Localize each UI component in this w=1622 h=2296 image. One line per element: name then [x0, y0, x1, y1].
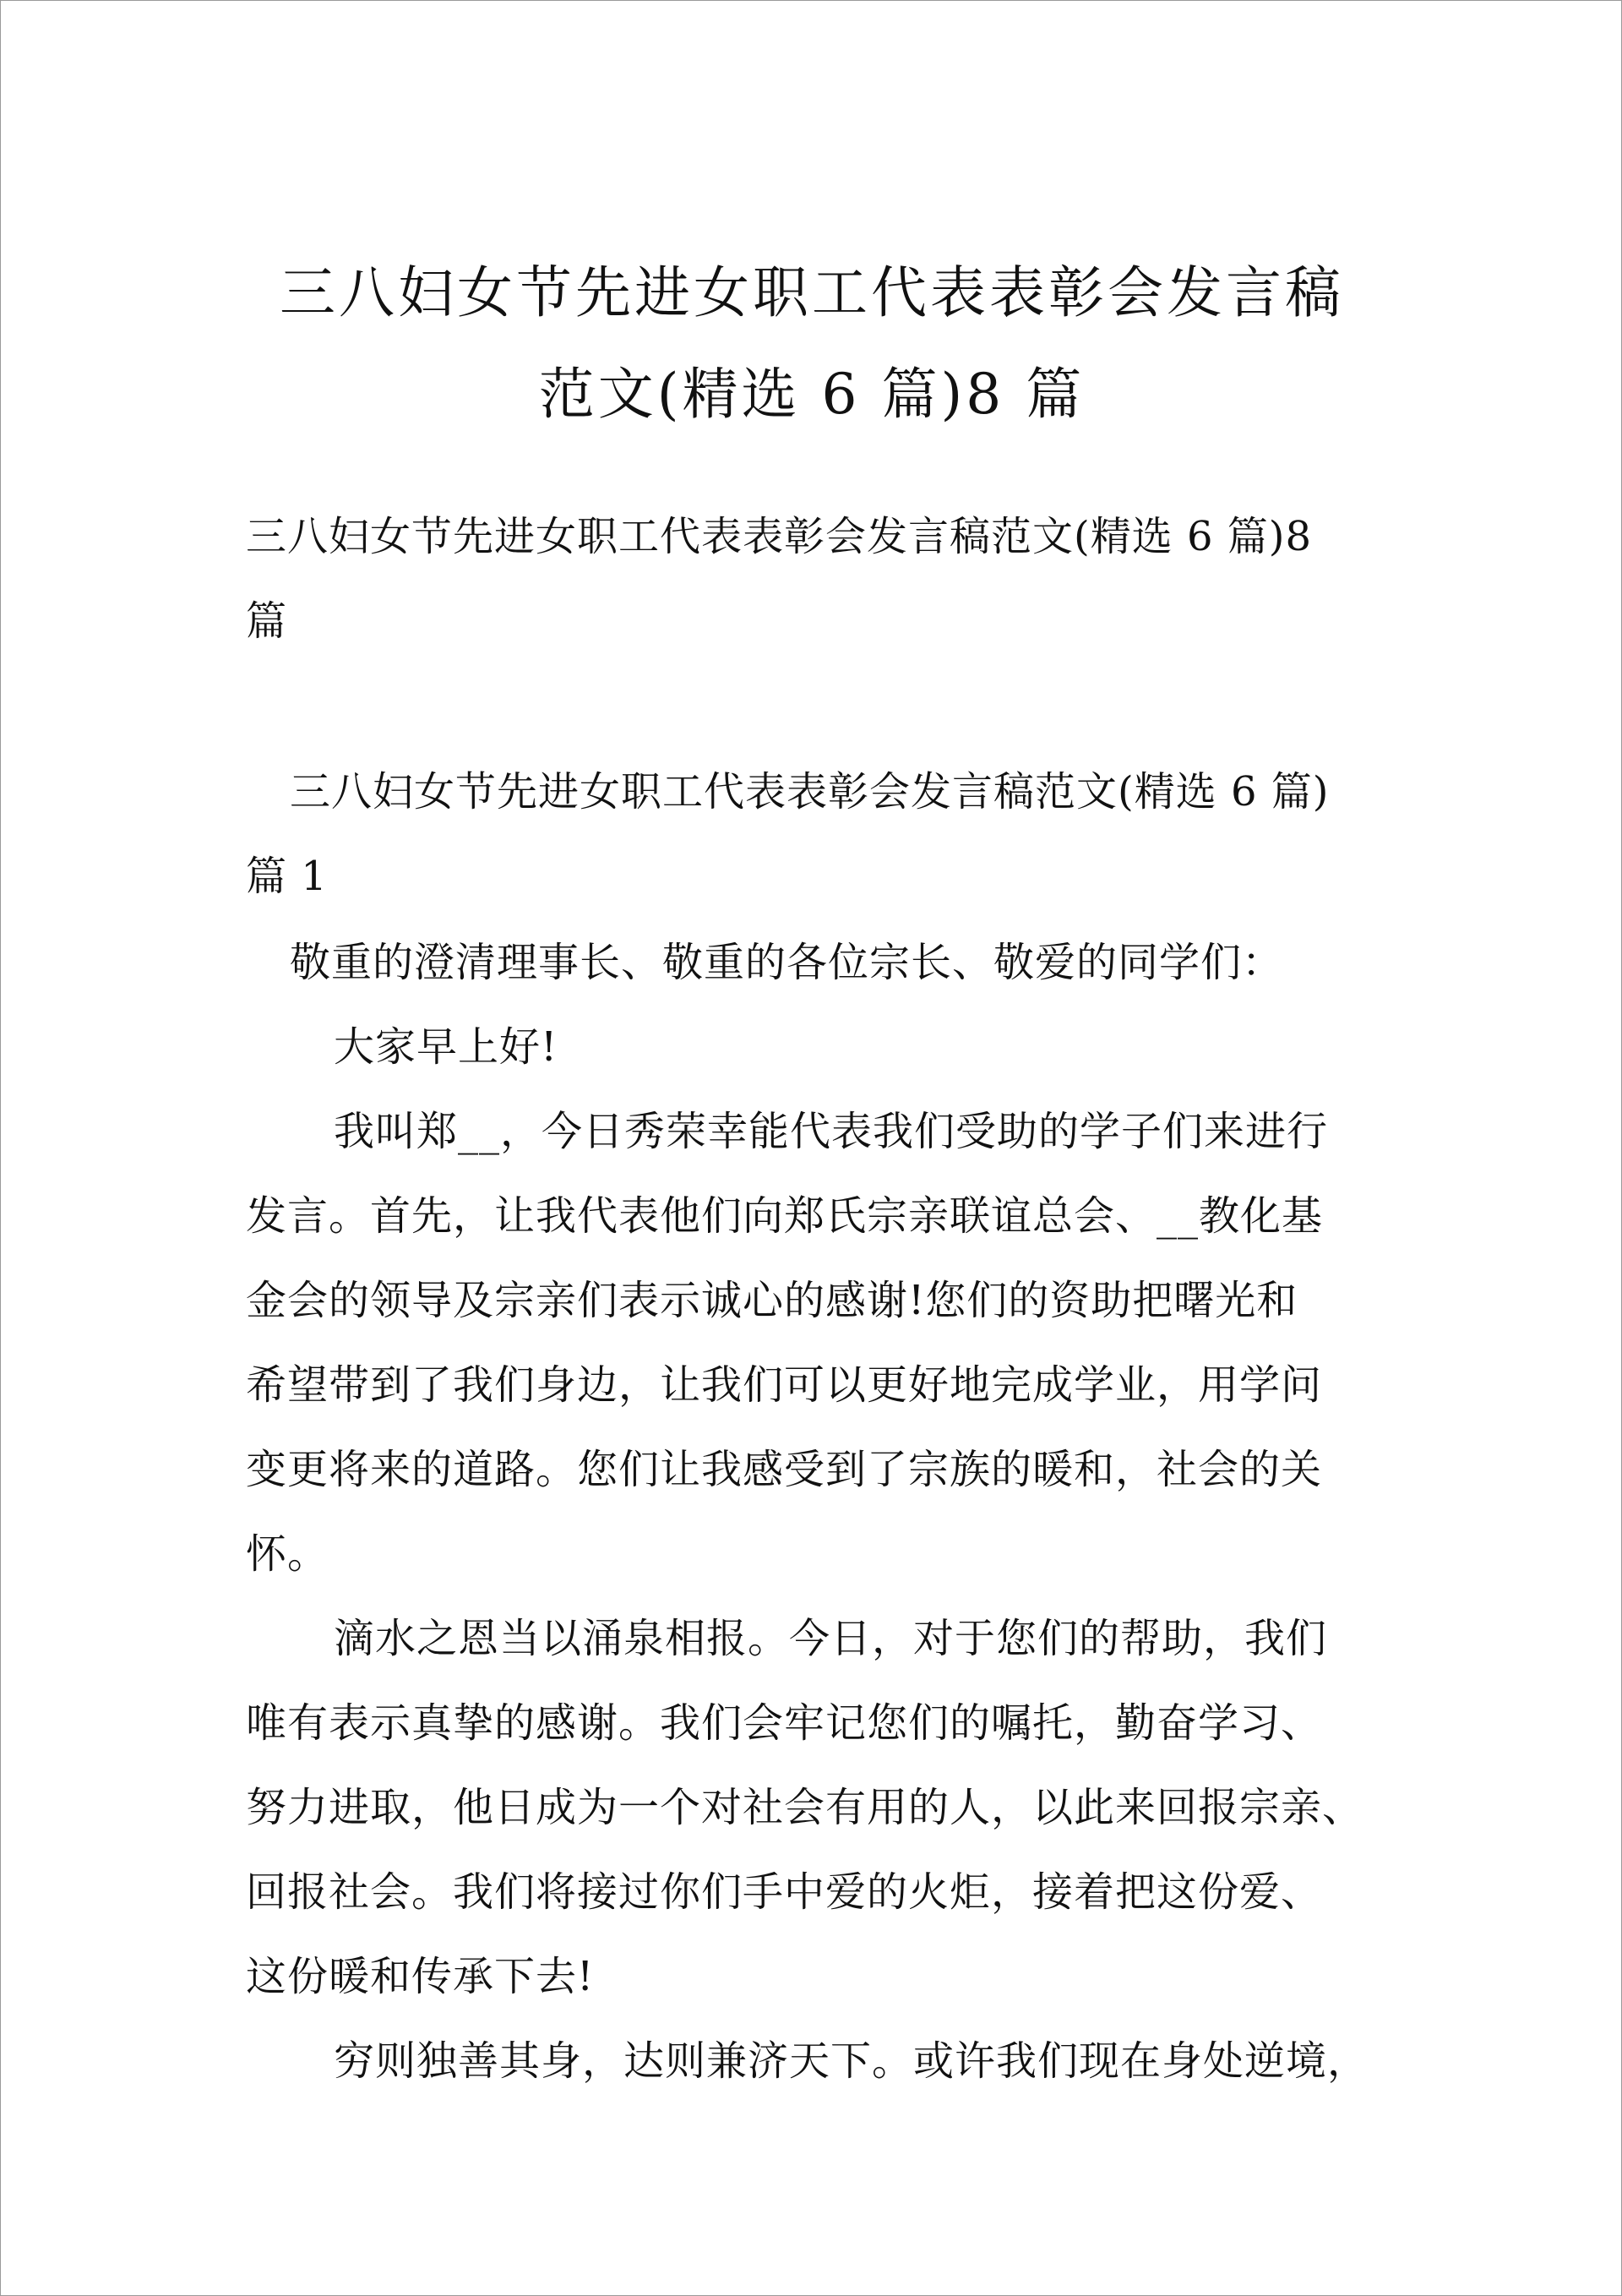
paragraph-1-line-4: 希望带到了我们身边，让我们可以更好地完成学业，用学问: [246, 1361, 1323, 1409]
section-heading-line-1: 三八妇女节先进女职工代表表彰会发言稿范文(精选 6 篇): [290, 768, 1330, 815]
paragraph-2-line-5: 这份暖和传承下去!: [246, 1953, 595, 2000]
document-title-line-1: 三八妇女节先进女职工代表表彰会发言稿: [280, 260, 1344, 325]
paragraph-2-line-1: 滴水之恩当以涌泉相报。今日，对于您们的帮助，我们: [334, 1615, 1328, 1662]
greeting: 大家早上好!: [334, 1023, 558, 1071]
paragraph-1-line-1: 我叫郑__，今日秀荣幸能代表我们受助的学子们来进行: [334, 1108, 1329, 1155]
subtitle-line-1: 三八妇女节先进女职工代表表彰会发言稿范文(精选 6 篇)8: [246, 513, 1313, 560]
paragraph-1-line-6: 怀。: [246, 1530, 329, 1578]
paragraph-1-line-2: 发言。首先，让我代表他们向郑氏宗亲联谊总会、__教化基: [246, 1192, 1324, 1240]
paragraph-1-line-5: 变更将来的道路。您们让我感受到了宗族的暖和，社会的关: [246, 1446, 1323, 1493]
paragraph-2-line-4: 回报社会。我们将接过你们手中爱的火炬，接着把这份爱、: [246, 1868, 1323, 1916]
subtitle-line-2: 篇: [246, 597, 288, 645]
paragraph-1-line-3: 金会的领导及宗亲们表示诚心的感谢!您们的资助把曙光和: [246, 1277, 1298, 1324]
section-heading-line-2: 篇 1: [246, 853, 328, 900]
paragraph-3-line-1: 穷则独善其身，达则兼济天下。或许我们现在身处逆境，: [334, 2037, 1369, 2085]
document-title-line-2: 范文(精选 6 篇)8 篇: [538, 362, 1086, 427]
salutation: 敬重的澄清理事长、敬重的各位宗长、敬爱的同学们：: [290, 939, 1284, 986]
paragraph-2-line-3: 努力进取，他日成为一个对社会有用的人，以此来回报宗亲、: [246, 1784, 1364, 1831]
paragraph-2-line-2: 唯有表示真挚的感谢。我们会牢记您们的嘱托，勤奋学习、: [246, 1699, 1323, 1747]
